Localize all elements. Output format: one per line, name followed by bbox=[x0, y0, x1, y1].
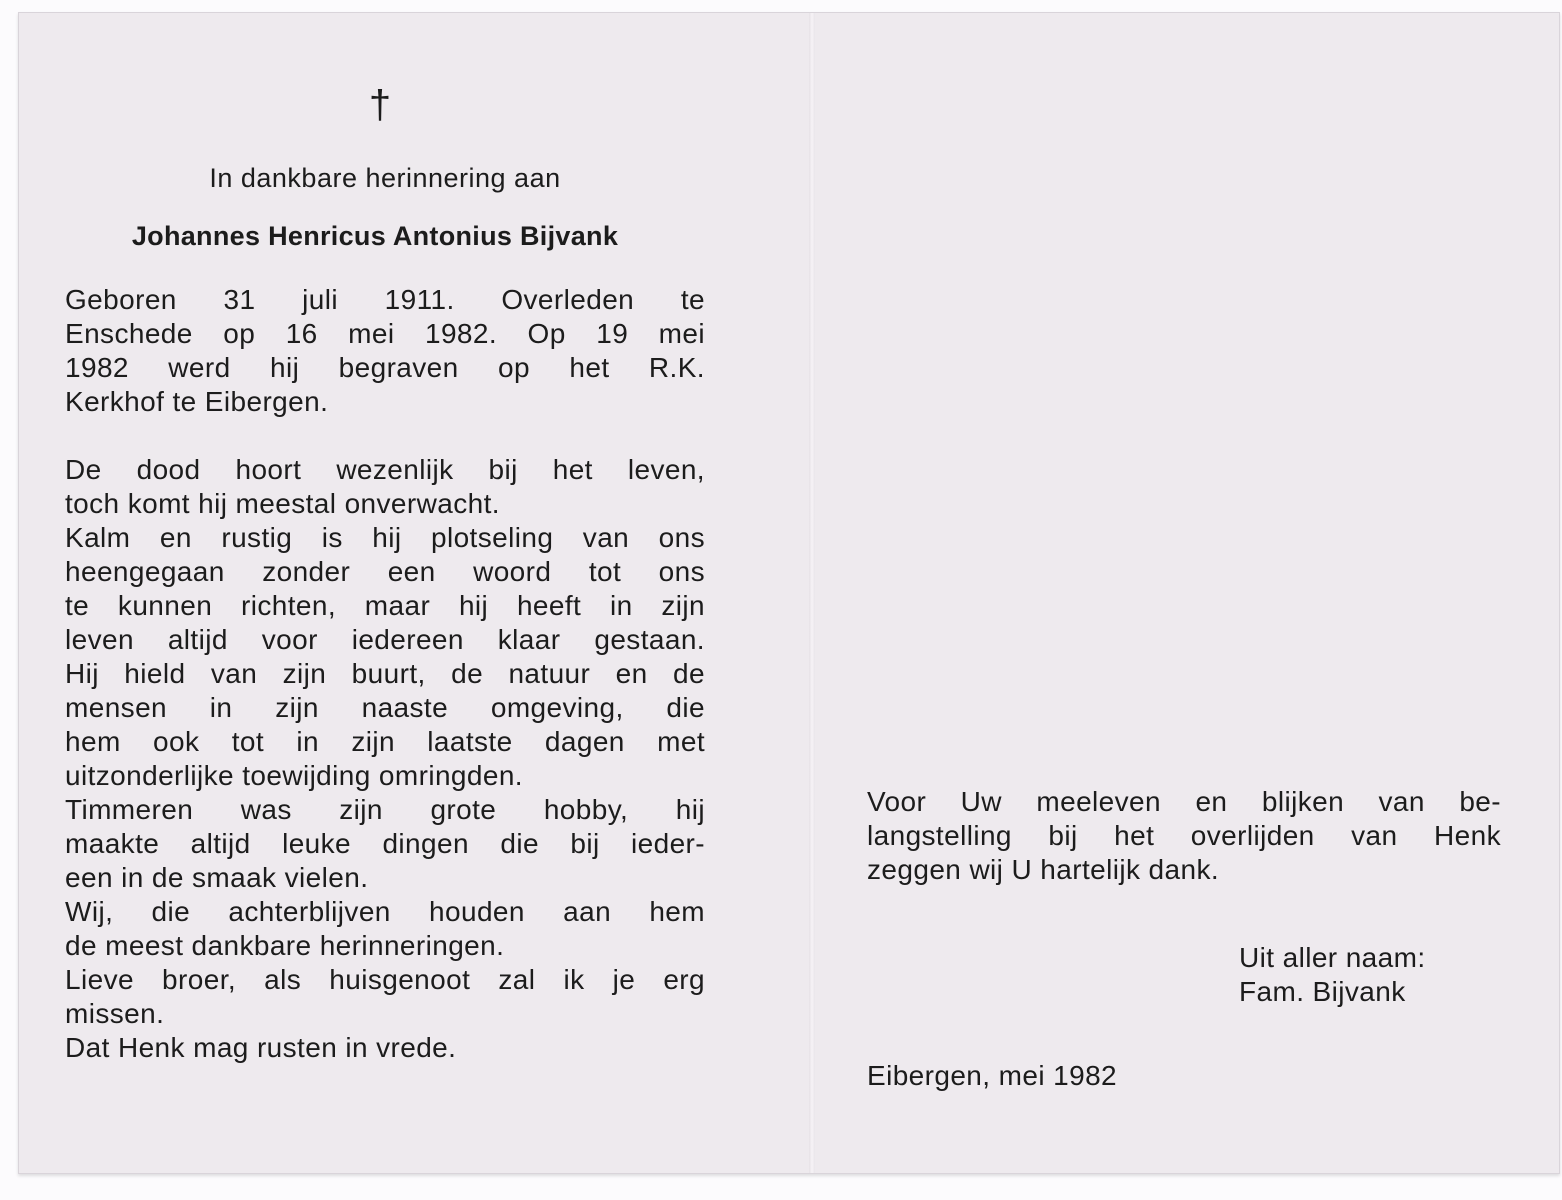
poem-line: Kalm en rustig is hij plotseling van ons bbox=[65, 522, 705, 553]
thanks-line: Voor Uw meeleven en blijken van be- bbox=[867, 786, 1501, 817]
birth-line: Enschede op 16 mei 1982. Op 19 mei bbox=[65, 318, 705, 349]
intro-line: In dankbare herinnering aan bbox=[209, 163, 561, 193]
thanks-paragraph bbox=[867, 785, 1501, 887]
poem-line: te kunnen richten, maar hij heeft in zijn bbox=[65, 590, 705, 621]
poem-line: mensen in zijn naaste omgeving, die bbox=[65, 692, 705, 723]
cross-symbol: † bbox=[368, 83, 392, 127]
birth-death-paragraph bbox=[65, 283, 705, 419]
thanks-line: langstelling bij het overlijden van Henk bbox=[867, 820, 1501, 851]
poem-line: de meest dankbare herinneringen. bbox=[65, 930, 505, 961]
thanks-line: zeggen wij U hartelijk dank. bbox=[867, 854, 1220, 885]
birth-line: Kerkhof te Eibergen. bbox=[65, 386, 329, 417]
poem-line: maakte altijd leuke dingen die bij ieder- bbox=[65, 828, 705, 859]
poem-line: De dood hoort wezenlijk bij het leven, bbox=[65, 454, 705, 485]
poem-line: leven altijd voor iedereen klaar gestaan. bbox=[65, 624, 705, 655]
poem-line: een in de smaak vielen. bbox=[65, 862, 369, 893]
poem-line: Lieve broer, als huisgenoot zal ik je erg bbox=[65, 964, 705, 995]
left-panel bbox=[65, 83, 705, 1065]
memorial-card bbox=[18, 12, 1560, 1174]
right-panel bbox=[845, 13, 1501, 1173]
poem-line: Wij, die achterblijven houden aan hem bbox=[65, 896, 705, 927]
place-date: Eibergen, mei 1982 bbox=[867, 1060, 1118, 1091]
poem-line: missen. bbox=[65, 998, 165, 1029]
birth-line: Geboren 31 juli 1911. Overleden te bbox=[65, 284, 705, 315]
poem-line: Dat Henk mag rusten in vrede. bbox=[65, 1032, 457, 1063]
poem-line: heengegaan zonder een woord tot ons bbox=[65, 556, 705, 587]
poem-line: Timmeren was zijn grote hobby, hij bbox=[65, 794, 705, 825]
poem-line: hem ook tot in zijn laatste dagen met bbox=[65, 726, 705, 757]
poem-line: Hij hield van zijn buurt, de natuur en de bbox=[65, 658, 705, 689]
card-fold bbox=[809, 13, 815, 1173]
remembrance-text bbox=[65, 453, 705, 1065]
family-signoff bbox=[1239, 941, 1426, 1009]
birth-line: 1982 werd hij begraven op het R.K. bbox=[65, 352, 705, 383]
signoff-line: Fam. Bijvank bbox=[1239, 976, 1406, 1007]
signoff-line: Uit aller naam: bbox=[1239, 942, 1426, 973]
poem-line: uitzonderlijke toewijding omringden. bbox=[65, 760, 523, 791]
poem-line: toch komt hij meestal onverwacht. bbox=[65, 488, 500, 519]
deceased-name: Johannes Henricus Antonius Bijvank bbox=[131, 221, 619, 251]
